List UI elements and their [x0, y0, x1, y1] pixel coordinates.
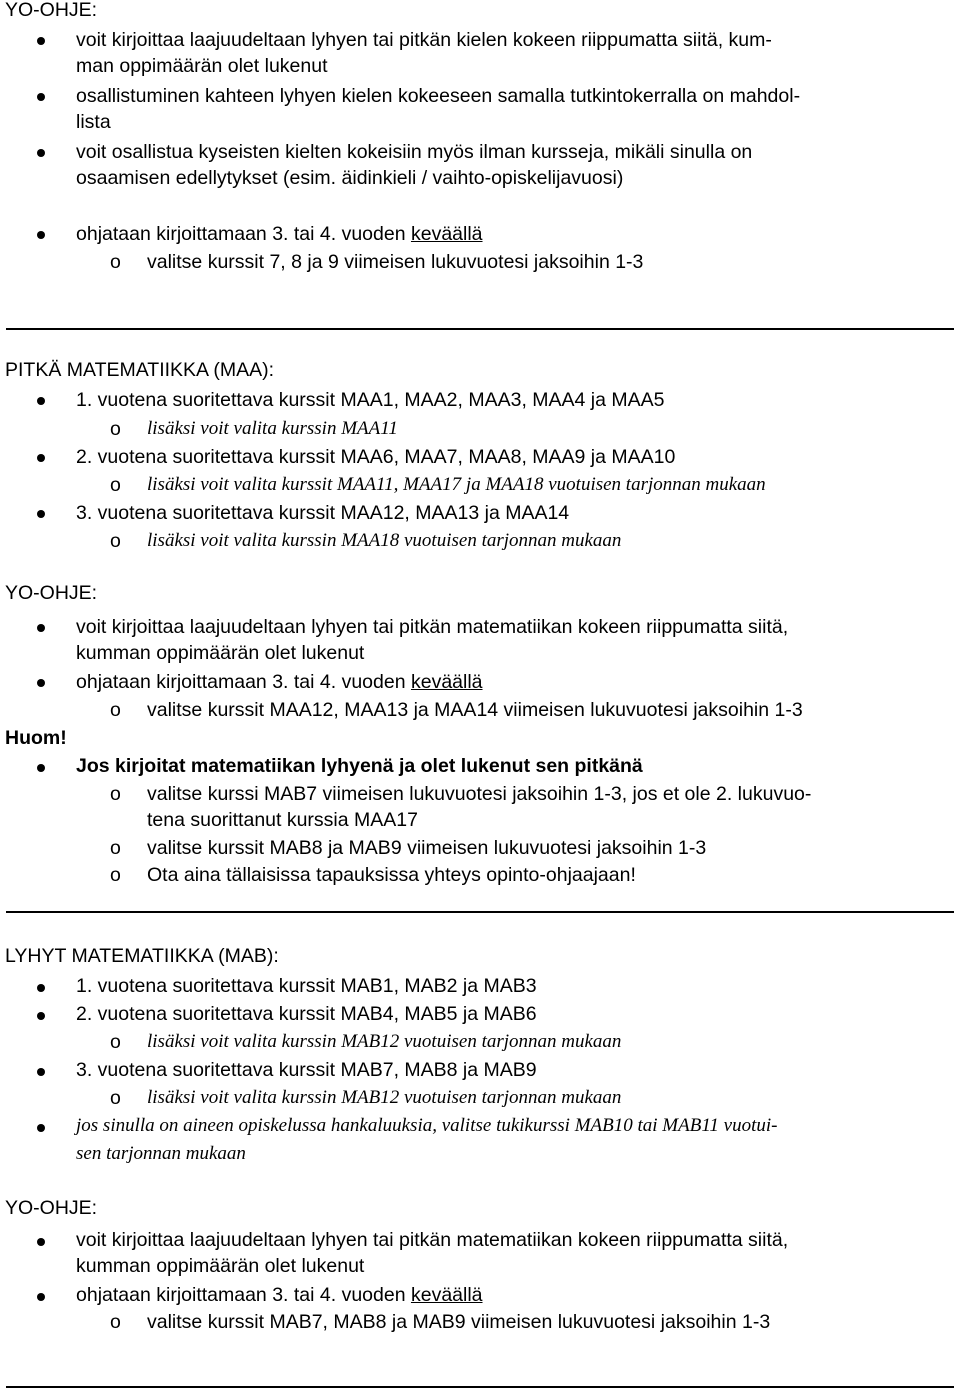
s1-bullet2-line1: osallistuminen kahteen lyhyen kielen kokeeseen samalla tutkintokerralla on mahdol- [76, 85, 801, 107]
huom-bullet: Jos kirjoitat matematiikan lyhyenä ja olet lukenut sen pitkänä [76, 755, 643, 777]
emphasis-underlined: keväällä [410, 671, 483, 693]
bullet-icon [37, 679, 45, 687]
huom-sub1-line1: valitse kurssi MAB7 viimeisen lukuvuotesi jaksoihin 1-3, jos et ole 2. lukuvuo- [147, 783, 812, 805]
s1-bullet3-line2: osaamisen edellytykset (esim. äidinkieli / vaihto-opiskelijavuosi) [76, 167, 624, 189]
bullet-icon [37, 984, 45, 992]
bullet-icon [37, 1293, 45, 1301]
maa-item1-note: lisäksi voit valita kurssin MAA11 [147, 418, 398, 439]
mab-heading: LYHYT MATEMATIIKKA (MAB): [5, 945, 279, 967]
section-divider [6, 1386, 954, 1388]
sub-bullet-marker: o [110, 1031, 121, 1053]
emphasis-underlined: keväällä [410, 223, 483, 245]
s2-bullet2: ohjataan kirjoittamaan 3. tai 4. vuoden keväällä [76, 671, 483, 693]
s3-bullet1-line2: kumman oppimäärän olet lukenut [76, 1255, 365, 1277]
bullet-icon [37, 454, 45, 462]
mab-item2-note: lisäksi voit valita kurssin MAB12 vuotuisen tarjonnan mukaan [147, 1031, 622, 1052]
bullet-icon [37, 1124, 45, 1132]
maa-item1: 1. vuotena suoritettava kurssit MAA1, MAA2, MAA3, MAA4 ja MAA5 [76, 389, 665, 411]
section3-heading: YO-OHJE: [5, 1197, 98, 1219]
bullet-icon [37, 397, 45, 405]
bullet-icon [37, 1012, 45, 1020]
bullet-icon [37, 624, 45, 632]
mab-item2: 2. vuotena suoritettava kurssit MAB4, MAB5 ja MAB6 [76, 1003, 537, 1025]
s1-bullet3-line1: voit osallistua kyseisten kielten kokeisiin myös ilman kursseja, mikäli sinulla on [76, 141, 753, 163]
sub-bullet-marker: o [110, 474, 121, 496]
s1-bullet1-line2: man oppimäärän olet lukenut [76, 55, 328, 77]
s1-bullet2-line2: lista [76, 111, 111, 133]
s2-sub: valitse kurssit MAA12, MAA13 ja MAA14 viimeisen lukuvuotesi jaksoihin 1-3 [147, 699, 803, 721]
huom-sub2: valitse kurssit MAB8 ja MAB9 viimeisen lukuvuotesi jaksoihin 1-3 [147, 837, 707, 859]
maa-heading: PITKÄ MATEMATIIKKA (MAA): [5, 359, 275, 381]
sub-bullet-marker: o [110, 864, 121, 886]
bullet-icon [37, 764, 45, 772]
maa-item2-note: lisäksi voit valita kurssit MAA11, MAA17 ja MAA18 vuotuisen tarjonnan mukaan [147, 474, 766, 495]
bullet-icon [37, 93, 45, 101]
section1-heading: YO-OHJE: [5, 0, 98, 21]
bullet-icon [37, 1238, 45, 1246]
mab-item1: 1. vuotena suoritettava kurssit MAB1, MAB2 ja MAB3 [76, 975, 537, 997]
s1-bullet1-line1: voit kirjoittaa laajuudeltaan lyhyen tai pitkän kielen kokeen riippumatta siitä, kum- [76, 29, 772, 51]
s2-bullet1-line2: kumman oppimäärän olet lukenut [76, 642, 365, 664]
sub-bullet-marker: o [110, 1087, 121, 1109]
sub-bullet-marker: o [110, 837, 121, 859]
s3-bullet1-line1: voit kirjoittaa laajuudeltaan lyhyen tai pitkän matematiikan kokeen riippumatta siitä, [76, 1229, 789, 1251]
sub-bullet-marker: o [110, 418, 121, 440]
s1-sub: valitse kurssit 7, 8 ja 9 viimeisen lukuvuotesi jaksoihin 1-3 [147, 251, 644, 273]
section-divider [6, 328, 954, 330]
sub-bullet-marker: o [110, 530, 121, 552]
mab-item3-note: lisäksi voit valita kurssin MAB12 vuotuisen tarjonnan mukaan [147, 1087, 622, 1108]
section2-heading: YO-OHJE: [5, 582, 98, 604]
bullet-icon [37, 37, 45, 45]
emphasis-underlined: keväällä [410, 1284, 483, 1306]
maa-item3: 3. vuotena suoritettava kurssit MAA12, MAA13 ja MAA14 [76, 502, 570, 524]
huom-label: Huom! [5, 727, 67, 749]
huom-sub3: Ota aina tällaisissa tapauksissa yhteys opinto-ohjaajaan! [147, 864, 636, 886]
sub-bullet-marker: o [110, 251, 121, 273]
maa-item3-note: lisäksi voit valita kurssin MAA18 vuotuisen tarjonnan mukaan [147, 530, 622, 551]
bullet-icon [37, 231, 45, 239]
bullet-icon [37, 510, 45, 518]
bullet-icon [37, 149, 45, 157]
maa-item2: 2. vuotena suoritettava kurssit MAA6, MAA7, MAA8, MAA9 ja MAA10 [76, 446, 676, 468]
mab-support-line2: sen tarjonnan mukaan [76, 1143, 246, 1164]
mab-item3: 3. vuotena suoritettava kurssit MAB7, MAB8 ja MAB9 [76, 1059, 537, 1081]
section-divider [6, 911, 954, 913]
mab-support-line1: jos sinulla on aineen opiskelussa hankaluuksia, valitse tukikurssi MAB10 tai MAB11 vuotui- [76, 1115, 778, 1136]
s2-bullet1-line1: voit kirjoittaa laajuudeltaan lyhyen tai pitkän matematiikan kokeen riippumatta siitä, [76, 616, 789, 638]
huom-sub1-line2: tena suorittanut kurssia MAA17 [147, 809, 418, 831]
bullet-icon [37, 1068, 45, 1076]
sub-bullet-marker: o [110, 699, 121, 721]
s3-bullet2: ohjataan kirjoittamaan 3. tai 4. vuoden keväällä [76, 1284, 483, 1306]
s1-bullet4: ohjataan kirjoittamaan 3. tai 4. vuoden keväällä [76, 223, 483, 245]
sub-bullet-marker: o [110, 1311, 121, 1333]
sub-bullet-marker: o [110, 783, 121, 805]
s3-sub: valitse kurssit MAB7, MAB8 ja MAB9 viimeisen lukuvuotesi jaksoihin 1-3 [147, 1311, 771, 1333]
